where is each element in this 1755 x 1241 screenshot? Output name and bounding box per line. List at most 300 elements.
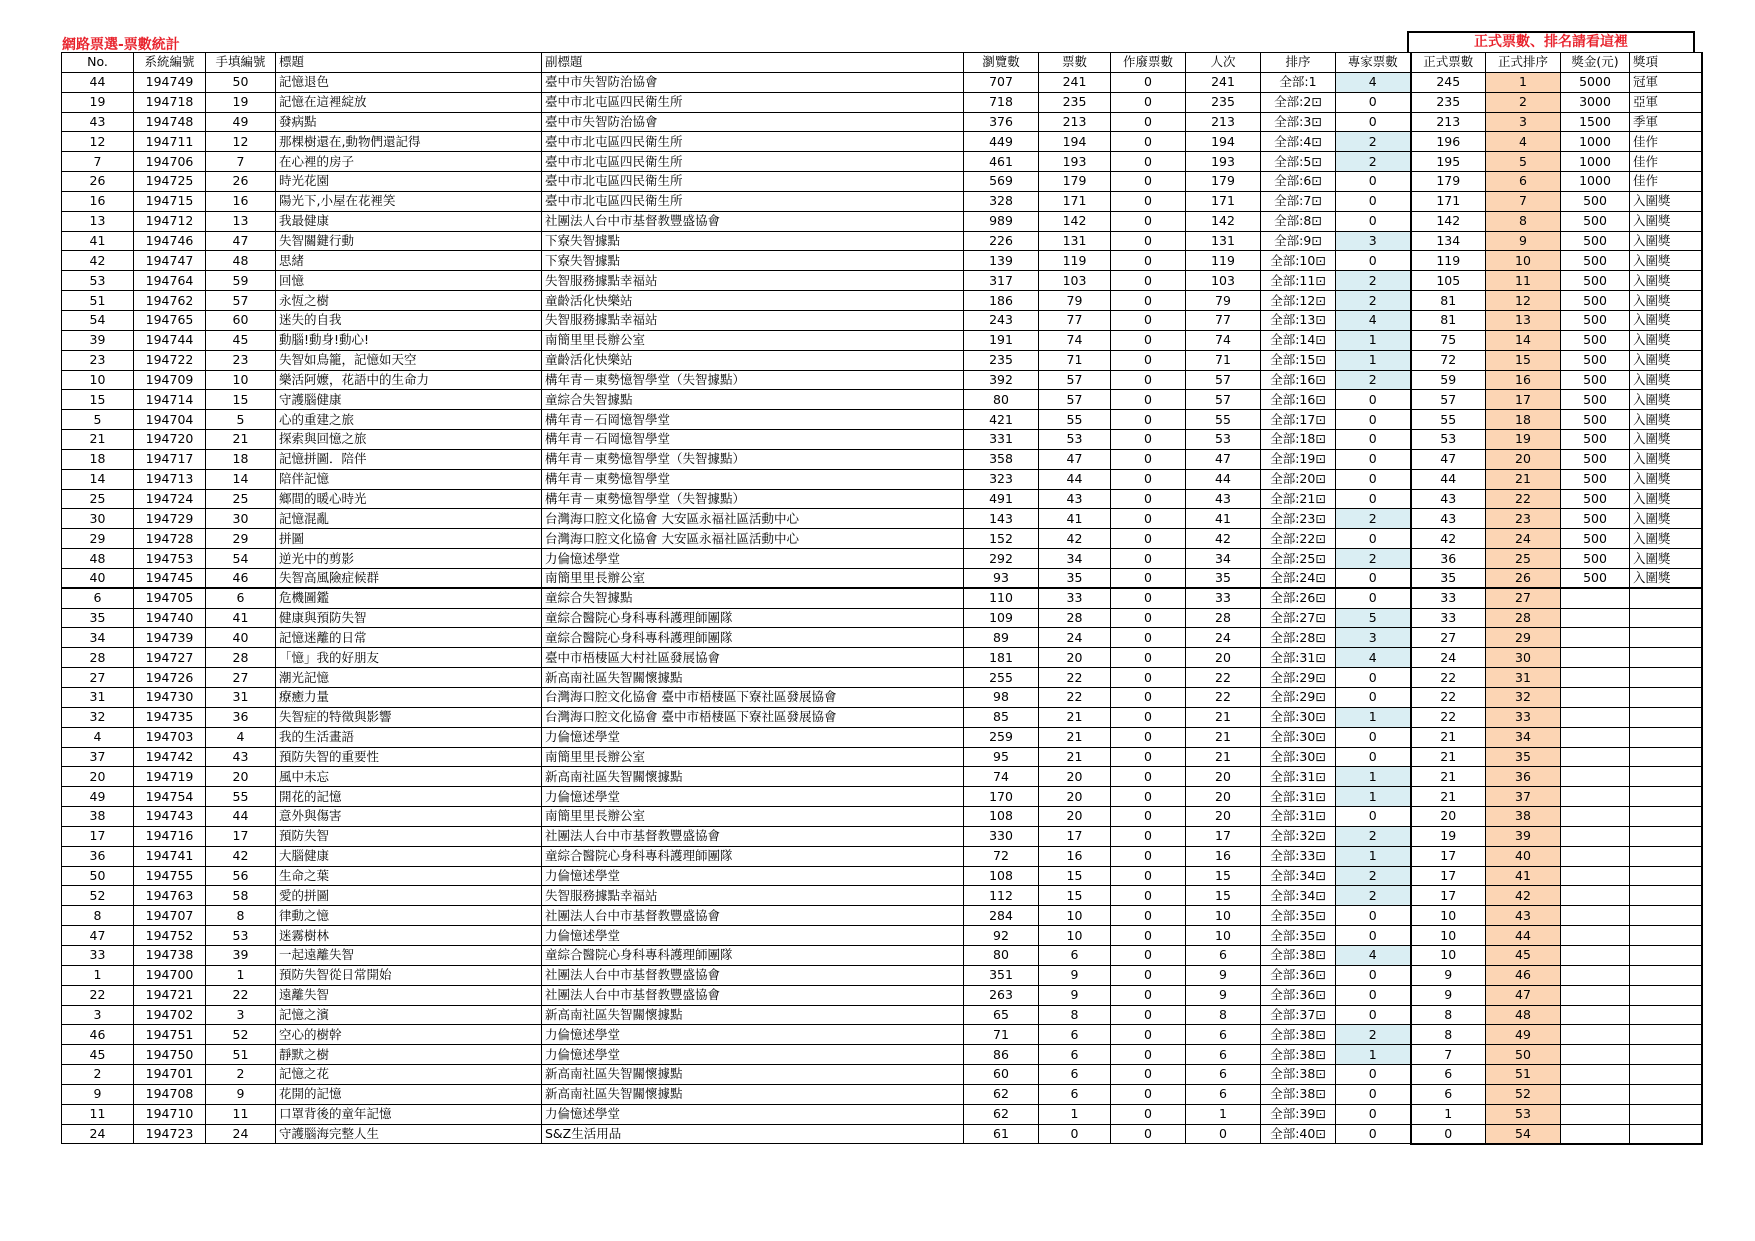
cell-title: 記憶之濱: [276, 1005, 542, 1025]
cell-manual-id: 6: [206, 588, 276, 608]
cell-no: 34: [62, 628, 134, 648]
cell-views: 376: [964, 112, 1039, 132]
header-no: No.: [62, 53, 134, 73]
cell-official-votes: 22: [1411, 707, 1486, 727]
cell-sort: 全部:35⊡: [1261, 926, 1336, 946]
cell-no: 42: [62, 251, 134, 271]
cell-subtitle: 臺中市北屯區四民衛生所: [542, 92, 964, 112]
cell-subtitle: 童齡活化快樂站: [542, 291, 964, 311]
cell-award: 入圍獎: [1630, 469, 1702, 489]
cell-sort: 全部:6⊡: [1261, 172, 1336, 192]
cell-views: 331: [964, 430, 1039, 450]
cell-no: 5: [62, 410, 134, 430]
cell-no: 18: [62, 449, 134, 469]
cell-official-rank: 27: [1486, 588, 1561, 608]
table-row: [62, 767, 1702, 787]
cell-views: 284: [964, 906, 1039, 926]
cell-void-votes: 0: [1111, 688, 1186, 708]
table-row: [62, 1104, 1702, 1124]
cell-system-id: 194740: [134, 608, 206, 628]
cell-manual-id: 41: [206, 608, 276, 628]
cell-manual-id: 16: [206, 191, 276, 211]
cell-official-rank: 51: [1486, 1065, 1561, 1085]
cell-no: 32: [62, 707, 134, 727]
header-award: 獎項: [1630, 53, 1702, 73]
cell-system-id: 194702: [134, 1005, 206, 1025]
cell-award: [1630, 707, 1702, 727]
cell-views: 170: [964, 787, 1039, 807]
cell-sort: 全部:24⊡: [1261, 568, 1336, 588]
cell-expert-votes: 5: [1336, 608, 1411, 628]
cell-views: 421: [964, 410, 1039, 430]
cell-official-votes: 47: [1411, 449, 1486, 469]
cell-official-rank: 28: [1486, 608, 1561, 628]
cell-manual-id: 44: [206, 807, 276, 827]
cell-award: 佳作: [1630, 172, 1702, 192]
cell-sort: 全部:40⊡: [1261, 1124, 1336, 1144]
cell-no: 29: [62, 529, 134, 549]
cell-votes: 57: [1039, 390, 1111, 410]
cell-system-id: 194708: [134, 1084, 206, 1104]
cell-sort: 全部:8⊡: [1261, 211, 1336, 231]
cell-prize-amount: [1561, 965, 1630, 985]
cell-views: 85: [964, 707, 1039, 727]
cell-system-id: 194730: [134, 688, 206, 708]
cell-no: 43: [62, 112, 134, 132]
cell-votes: 71: [1039, 350, 1111, 370]
cell-subtitle: 新高南社區失智關懷據點: [542, 668, 964, 688]
cell-void-votes: 0: [1111, 965, 1186, 985]
cell-no: 21: [62, 430, 134, 450]
cell-views: 351: [964, 965, 1039, 985]
cell-void-votes: 0: [1111, 866, 1186, 886]
cell-prize-amount: 500: [1561, 529, 1630, 549]
cell-title: 失智如鳥籠，記憶如天空: [276, 350, 542, 370]
header-manual-id: 手填編號: [206, 53, 276, 73]
cell-no: 49: [62, 787, 134, 807]
cell-title: 記憶迷離的日常: [276, 628, 542, 648]
cell-award: [1630, 985, 1702, 1005]
cell-award: 入圍獎: [1630, 330, 1702, 350]
cell-official-votes: 72: [1411, 350, 1486, 370]
cell-system-id: 194720: [134, 430, 206, 450]
cell-votes: 53: [1039, 430, 1111, 450]
cell-manual-id: 29: [206, 529, 276, 549]
cell-title: 守護腦健康: [276, 390, 542, 410]
cell-official-rank: 49: [1486, 1025, 1561, 1045]
cell-void-votes: 0: [1111, 211, 1186, 231]
cell-visits: 43: [1186, 489, 1261, 509]
table-row: [62, 727, 1702, 747]
cell-title: 迷失的自我: [276, 310, 542, 330]
cell-no: 54: [62, 310, 134, 330]
cell-sort: 全部:4⊡: [1261, 132, 1336, 152]
cell-votes: 20: [1039, 648, 1111, 668]
cell-votes: 142: [1039, 211, 1111, 231]
cell-votes: 0: [1039, 1124, 1111, 1144]
cell-sort: 全部:31⊡: [1261, 767, 1336, 787]
cell-award: [1630, 767, 1702, 787]
cell-visits: 22: [1186, 688, 1261, 708]
cell-official-rank: 12: [1486, 291, 1561, 311]
cell-manual-id: 1: [206, 965, 276, 985]
cell-manual-id: 31: [206, 688, 276, 708]
cell-void-votes: 0: [1111, 549, 1186, 569]
cell-official-votes: 10: [1411, 945, 1486, 965]
cell-no: 2: [62, 1065, 134, 1085]
cell-sort: 全部:16⊡: [1261, 390, 1336, 410]
cell-visits: 35: [1186, 568, 1261, 588]
cell-prize-amount: [1561, 608, 1630, 628]
cell-votes: 213: [1039, 112, 1111, 132]
cell-views: 358: [964, 449, 1039, 469]
cell-no: 13: [62, 211, 134, 231]
cell-visits: 17: [1186, 826, 1261, 846]
cell-official-rank: 47: [1486, 985, 1561, 1005]
cell-no: 1: [62, 965, 134, 985]
cell-official-votes: 24: [1411, 648, 1486, 668]
table-row: [62, 965, 1702, 985]
cell-visits: 33: [1186, 588, 1261, 608]
cell-views: 569: [964, 172, 1039, 192]
cell-prize-amount: [1561, 1124, 1630, 1144]
cell-prize-amount: 500: [1561, 410, 1630, 430]
cell-expert-votes: 0: [1336, 727, 1411, 747]
cell-official-rank: 21: [1486, 469, 1561, 489]
cell-prize-amount: 5000: [1561, 72, 1630, 92]
cell-views: 95: [964, 747, 1039, 767]
cell-title: 心的重建之旅: [276, 410, 542, 430]
cell-views: 707: [964, 72, 1039, 92]
cell-award: 亞軍: [1630, 92, 1702, 112]
cell-system-id: 194735: [134, 707, 206, 727]
cell-title: 在心裡的房子: [276, 152, 542, 172]
cell-votes: 21: [1039, 727, 1111, 747]
cell-official-votes: 213: [1411, 112, 1486, 132]
cell-votes: 15: [1039, 886, 1111, 906]
cell-manual-id: 11: [206, 1104, 276, 1124]
cell-award: 佳作: [1630, 152, 1702, 172]
cell-sort: 全部:34⊡: [1261, 886, 1336, 906]
cell-title: 我的生活畫語: [276, 727, 542, 747]
table-row: [62, 886, 1702, 906]
cell-expert-votes: 2: [1336, 132, 1411, 152]
cell-views: 263: [964, 985, 1039, 1005]
cell-official-rank: 4: [1486, 132, 1561, 152]
table-row: [62, 211, 1702, 231]
cell-manual-id: 55: [206, 787, 276, 807]
cell-void-votes: 0: [1111, 410, 1186, 430]
cell-prize-amount: 500: [1561, 350, 1630, 370]
cell-prize-amount: 500: [1561, 271, 1630, 291]
cell-votes: 21: [1039, 747, 1111, 767]
cell-void-votes: 0: [1111, 608, 1186, 628]
cell-sort: 全部:31⊡: [1261, 787, 1336, 807]
cell-visits: 142: [1186, 211, 1261, 231]
cell-sort: 全部:20⊡: [1261, 469, 1336, 489]
cell-subtitle: 臺中市北屯區四民衛生所: [542, 172, 964, 192]
cell-subtitle: 社團法人台中市基督教豐盛協會: [542, 985, 964, 1005]
cell-subtitle: 力倫憶述學堂: [542, 1104, 964, 1124]
cell-sort: 全部:38⊡: [1261, 1025, 1336, 1045]
cell-award: 入圍獎: [1630, 191, 1702, 211]
cell-votes: 10: [1039, 926, 1111, 946]
cell-votes: 16: [1039, 846, 1111, 866]
cell-system-id: 194754: [134, 787, 206, 807]
cell-views: 71: [964, 1025, 1039, 1045]
cell-views: 93: [964, 568, 1039, 588]
cell-manual-id: 24: [206, 1124, 276, 1144]
cell-award: 季軍: [1630, 112, 1702, 132]
cell-votes: 119: [1039, 251, 1111, 271]
cell-no: 23: [62, 350, 134, 370]
cell-award: [1630, 787, 1702, 807]
cell-no: 36: [62, 846, 134, 866]
cell-official-votes: 9: [1411, 985, 1486, 1005]
cell-prize-amount: 1000: [1561, 172, 1630, 192]
cell-official-votes: 27: [1411, 628, 1486, 648]
cell-award: [1630, 866, 1702, 886]
cell-expert-votes: 2: [1336, 826, 1411, 846]
cell-views: 392: [964, 370, 1039, 390]
cell-void-votes: 0: [1111, 767, 1186, 787]
cell-manual-id: 2: [206, 1065, 276, 1085]
cell-expert-votes: 0: [1336, 568, 1411, 588]
cell-visits: 213: [1186, 112, 1261, 132]
cell-no: 37: [62, 747, 134, 767]
cell-expert-votes: 4: [1336, 72, 1411, 92]
table-row: [62, 1045, 1702, 1065]
cell-void-votes: 0: [1111, 509, 1186, 529]
cell-official-votes: 33: [1411, 588, 1486, 608]
cell-no: 24: [62, 1124, 134, 1144]
cell-visits: 119: [1186, 251, 1261, 271]
cell-official-votes: 6: [1411, 1065, 1486, 1085]
cell-manual-id: 22: [206, 985, 276, 1005]
cell-manual-id: 15: [206, 390, 276, 410]
cell-votes: 22: [1039, 668, 1111, 688]
cell-subtitle: 臺中市梧棲區大村社區發展協會: [542, 648, 964, 668]
cell-prize-amount: [1561, 668, 1630, 688]
cell-visits: 194: [1186, 132, 1261, 152]
cell-void-votes: 0: [1111, 1104, 1186, 1124]
cell-system-id: 194728: [134, 529, 206, 549]
cell-void-votes: 0: [1111, 568, 1186, 588]
cell-no: 14: [62, 469, 134, 489]
cell-no: 22: [62, 985, 134, 1005]
cell-system-id: 194724: [134, 489, 206, 509]
cell-void-votes: 0: [1111, 787, 1186, 807]
cell-votes: 41: [1039, 509, 1111, 529]
cell-expert-votes: 2: [1336, 291, 1411, 311]
cell-sort: 全部:35⊡: [1261, 906, 1336, 926]
cell-expert-votes: 0: [1336, 1084, 1411, 1104]
cell-system-id: 194749: [134, 72, 206, 92]
cell-views: 110: [964, 588, 1039, 608]
cell-sort: 全部:21⊡: [1261, 489, 1336, 509]
cell-official-rank: 37: [1486, 787, 1561, 807]
cell-award: 入圍獎: [1630, 529, 1702, 549]
cell-no: 30: [62, 509, 134, 529]
cell-no: 39: [62, 330, 134, 350]
cell-votes: 6: [1039, 1084, 1111, 1104]
cell-system-id: 194762: [134, 291, 206, 311]
cell-manual-id: 9: [206, 1084, 276, 1104]
cell-void-votes: 0: [1111, 330, 1186, 350]
cell-prize-amount: [1561, 926, 1630, 946]
cell-system-id: 194710: [134, 1104, 206, 1124]
cell-prize-amount: 500: [1561, 330, 1630, 350]
cell-manual-id: 60: [206, 310, 276, 330]
cell-prize-amount: [1561, 906, 1630, 926]
cell-expert-votes: 0: [1336, 1104, 1411, 1124]
cell-title: 思緒: [276, 251, 542, 271]
cell-votes: 47: [1039, 449, 1111, 469]
table-row: [62, 707, 1702, 727]
cell-expert-votes: 3: [1336, 628, 1411, 648]
cell-no: 41: [62, 231, 134, 251]
cell-title: 預防失智從日常開始: [276, 965, 542, 985]
cell-official-rank: 30: [1486, 648, 1561, 668]
cell-manual-id: 42: [206, 846, 276, 866]
cell-subtitle: S&Z生活用品: [542, 1124, 964, 1144]
cell-sort: 全部:18⊡: [1261, 430, 1336, 450]
table-row: [62, 152, 1702, 172]
cell-award: 入圍獎: [1630, 211, 1702, 231]
cell-title: 樂活阿嬤，花語中的生命力: [276, 370, 542, 390]
cell-void-votes: 0: [1111, 291, 1186, 311]
cell-prize-amount: 500: [1561, 430, 1630, 450]
table-row: [62, 310, 1702, 330]
cell-subtitle: 失智服務據點幸福站: [542, 271, 964, 291]
cell-void-votes: 0: [1111, 1065, 1186, 1085]
cell-manual-id: 19: [206, 92, 276, 112]
cell-prize-amount: [1561, 1065, 1630, 1085]
cell-official-votes: 43: [1411, 509, 1486, 529]
cell-expert-votes: 0: [1336, 469, 1411, 489]
cell-visits: 16: [1186, 846, 1261, 866]
cell-system-id: 194707: [134, 906, 206, 926]
cell-system-id: 194763: [134, 886, 206, 906]
cell-manual-id: 23: [206, 350, 276, 370]
cell-subtitle: 台灣海口腔文化協會 臺中市梧棲區下寮社區發展協會: [542, 688, 964, 708]
cell-subtitle: 力倫憶述學堂: [542, 787, 964, 807]
cell-no: 12: [62, 132, 134, 152]
cell-votes: 28: [1039, 608, 1111, 628]
cell-views: 259: [964, 727, 1039, 747]
cell-award: [1630, 1045, 1702, 1065]
cell-sort: 全部:11⊡: [1261, 271, 1336, 291]
cell-title: 記憶退色: [276, 72, 542, 92]
cell-official-votes: 195: [1411, 152, 1486, 172]
cell-prize-amount: [1561, 866, 1630, 886]
cell-no: 8: [62, 906, 134, 926]
table-row: [62, 370, 1702, 390]
cell-award: 入圍獎: [1630, 271, 1702, 291]
cell-official-rank: 52: [1486, 1084, 1561, 1104]
cell-void-votes: 0: [1111, 112, 1186, 132]
table-row: [62, 251, 1702, 271]
cell-sort: 全部:34⊡: [1261, 866, 1336, 886]
cell-votes: 6: [1039, 1065, 1111, 1085]
table-row: [62, 1124, 1702, 1144]
cell-void-votes: 0: [1111, 707, 1186, 727]
cell-expert-votes: 4: [1336, 945, 1411, 965]
cell-manual-id: 14: [206, 469, 276, 489]
cell-visits: 20: [1186, 648, 1261, 668]
cell-prize-amount: [1561, 985, 1630, 1005]
cell-system-id: 194715: [134, 191, 206, 211]
cell-views: 181: [964, 648, 1039, 668]
cell-subtitle: 童齡活化快樂站: [542, 350, 964, 370]
cell-prize-amount: 500: [1561, 211, 1630, 231]
cell-subtitle: 臺中市北屯區四民衛生所: [542, 132, 964, 152]
cell-manual-id: 30: [206, 509, 276, 529]
cell-expert-votes: 0: [1336, 172, 1411, 192]
table-row: [62, 191, 1702, 211]
table-row: [62, 112, 1702, 132]
cell-votes: 44: [1039, 469, 1111, 489]
cell-award: [1630, 1104, 1702, 1124]
cell-title: 生命之葉: [276, 866, 542, 886]
cell-official-rank: 41: [1486, 866, 1561, 886]
cell-system-id: 194738: [134, 945, 206, 965]
cell-manual-id: 21: [206, 430, 276, 450]
cell-void-votes: 0: [1111, 251, 1186, 271]
cell-official-rank: 39: [1486, 826, 1561, 846]
cell-no: 11: [62, 1104, 134, 1124]
cell-expert-votes: 0: [1336, 489, 1411, 509]
cell-system-id: 194751: [134, 1025, 206, 1045]
cell-expert-votes: 0: [1336, 1124, 1411, 1144]
cell-views: 317: [964, 271, 1039, 291]
cell-subtitle: 南簡里里長辦公室: [542, 807, 964, 827]
cell-sort: 全部:19⊡: [1261, 449, 1336, 469]
cell-official-votes: 1: [1411, 1104, 1486, 1124]
cell-sort: 全部:10⊡: [1261, 251, 1336, 271]
cell-official-rank: 50: [1486, 1045, 1561, 1065]
cell-subtitle: 新高南社區失智關懷據點: [542, 1005, 964, 1025]
cell-title: 愛的拼圖: [276, 886, 542, 906]
cell-expert-votes: 0: [1336, 688, 1411, 708]
cell-expert-votes: 2: [1336, 1025, 1411, 1045]
cell-subtitle: 新高南社區失智關懷據點: [542, 1065, 964, 1085]
cell-system-id: 194712: [134, 211, 206, 231]
cell-official-votes: 235: [1411, 92, 1486, 112]
cell-award: 入圍獎: [1630, 251, 1702, 271]
cell-visits: 41: [1186, 509, 1261, 529]
cell-prize-amount: [1561, 767, 1630, 787]
cell-visits: 24: [1186, 628, 1261, 648]
cell-subtitle: 台灣海口腔文化協會 臺中市梧棲區下寮社區發展協會: [542, 707, 964, 727]
cell-subtitle: 臺中市北屯區四民衛生所: [542, 152, 964, 172]
cell-visits: 77: [1186, 310, 1261, 330]
cell-visits: 6: [1186, 1084, 1261, 1104]
cell-official-rank: 29: [1486, 628, 1561, 648]
table-body: [62, 72, 1702, 1144]
cell-title: 動腦!動身!動心!: [276, 330, 542, 350]
cell-title: 預防失智: [276, 826, 542, 846]
cell-void-votes: 0: [1111, 1045, 1186, 1065]
cell-award: [1630, 906, 1702, 926]
cell-prize-amount: 1500: [1561, 112, 1630, 132]
table-row: [62, 787, 1702, 807]
cell-expert-votes: 0: [1336, 92, 1411, 112]
cell-expert-votes: 0: [1336, 529, 1411, 549]
cell-expert-votes: 2: [1336, 549, 1411, 569]
cell-prize-amount: 1000: [1561, 132, 1630, 152]
cell-no: 25: [62, 489, 134, 509]
